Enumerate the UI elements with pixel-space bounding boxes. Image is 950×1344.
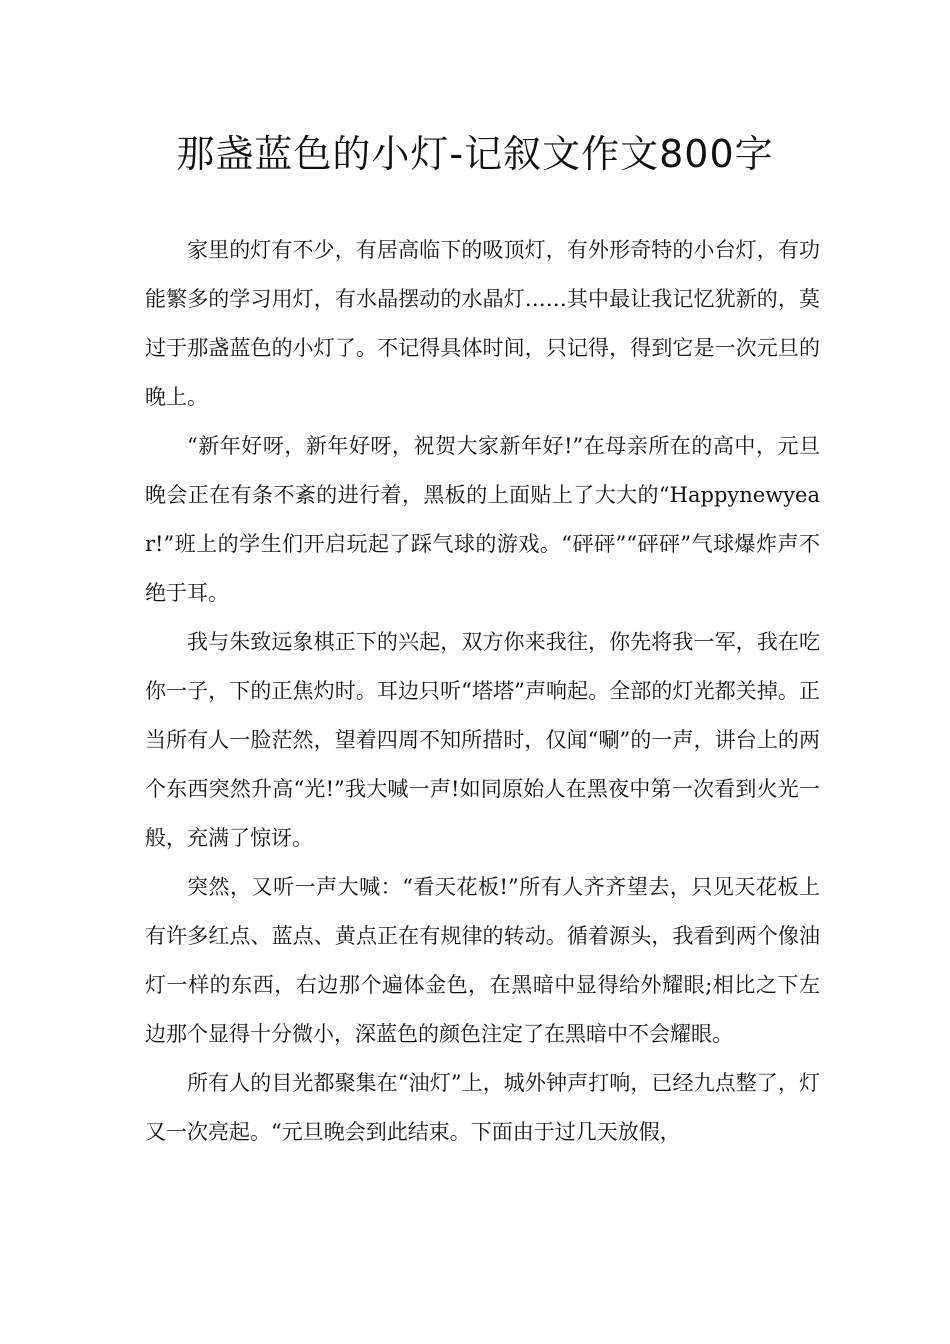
paragraph-3: 我与朱致远象棋正下的兴起，双方你来我往，你先将我一军，我在吃你一子，下的正焦灼时。耳边只听“塔塔”声响起。全部的灯光都关掉。正当所有人一脸茫然，望着四周不知所措时，仅闻“唰”的一声，讲台上的两个东西突然升高“光!”我大喊一声!如同原始人在黑夜中第一次看到火光一般，充满了惊讶。 — [145, 630, 820, 850]
document-title: 那盏蓝色的小灯-记叙文作文800字 — [176, 132, 774, 176]
paragraph-2: “新年好呀，新年好呀，祝贺大家新年好!”在母亲所在的高中，元旦晚会正在有条不紊的进行着，黑板的上面贴上了大大的“Happynewyear!”班上的学生们开启玩起了踩气球的游戏。“砰砰”“砰砰”气球爆炸声不绝于耳。 — [145, 434, 820, 605]
paragraph-1: 家里的灯有不少，有居高临下的吸顶灯，有外形奇特的小台灯，有功能繁多的学习用灯，有水晶摆动的水晶灯……其中最让我记忆犹新的，莫过于那盏蓝色的小灯了。不记得具体时间，只记得，得到它是一次元旦的晚上。 — [145, 238, 820, 409]
paragraph-5: 所有人的目光都聚集在“油灯”上，城外钟声打响，已经九点整了，灯又一次亮起。“元旦晚会到此结束。下面由于过几天放假， — [145, 1071, 820, 1144]
document-body — [145, 226, 820, 1157]
paragraph-4: 突然，又听一声大喊：“看天花板!”所有人齐齐望去，只见天花板上有许多红点、蓝点、黄点正在有规律的转动。循着源头，我看到两个像油灯一样的东西，右边那个遍体金色，在黑暗中显得给外耀眼;相比之下左边那个显得十分微小，深蓝色的颜色注定了在黑暗中不会耀眼。 — [145, 875, 820, 1046]
